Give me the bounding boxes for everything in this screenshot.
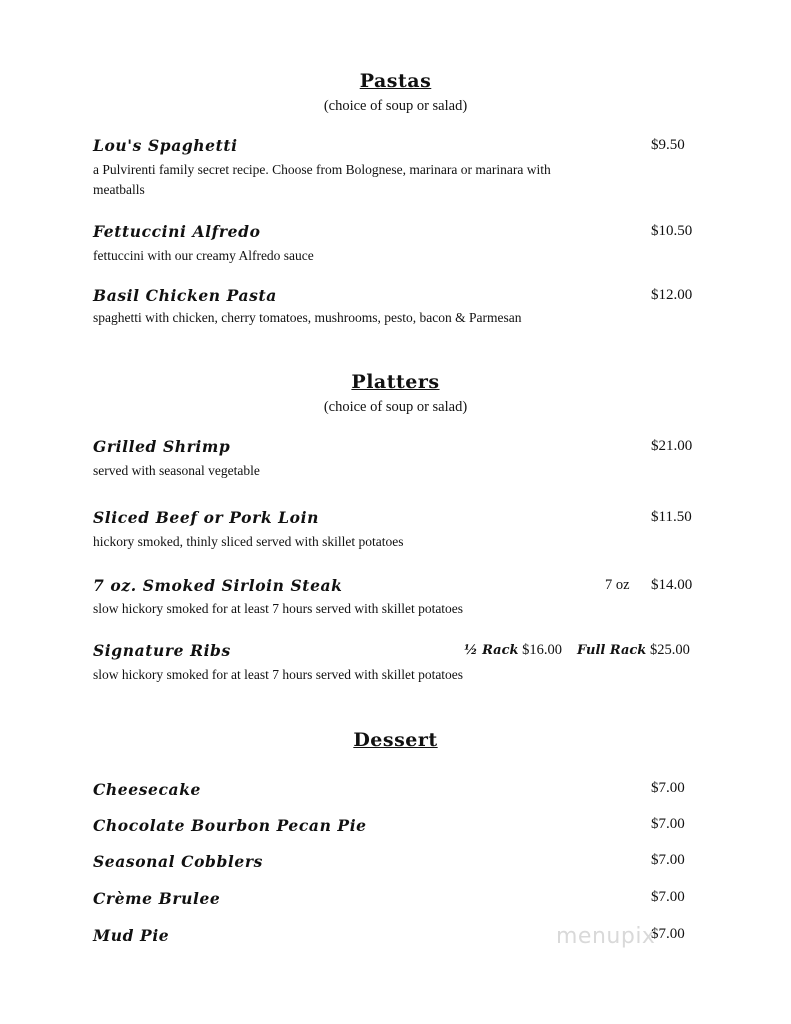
half-rack-label: ½ Rack <box>464 643 519 658</box>
item-description: slow hickory smoked for at least 7 hours served with skillet potatoes <box>93 601 464 616</box>
half-rack-price: $16.00 <box>522 642 563 658</box>
item-description: served with seasonal vegetable <box>93 463 260 478</box>
full-rack-price: $25.00 <box>649 642 690 658</box>
item-price: $9.50 <box>651 137 685 153</box>
item-name: Mud Pie <box>93 926 170 945</box>
dessert-heading: Dessert <box>353 729 438 751</box>
item-name: Chocolate Bourbon Pecan Pie <box>93 816 367 835</box>
menupix-watermark: menupix <box>556 924 656 949</box>
item-price: $10.50 <box>651 223 693 239</box>
item-name: 7 oz. Smoked Sirloin Steak <box>93 576 343 595</box>
item-price: $7.00 <box>651 889 685 905</box>
item-name: Cheesecake <box>93 780 201 799</box>
platters-heading: Platters <box>351 371 440 393</box>
item-price: $21.00 <box>651 438 693 454</box>
pastas-subtitle: (choice of soup or salad) <box>323 98 468 114</box>
full-rack-label: Full Rack <box>577 643 647 658</box>
item-description: slow hickory smoked for at least 7 hours served with skillet potatoes <box>93 667 464 682</box>
item-description: a Pulvirenti family secret recipe. Choose from Bolognese, marinara or marinara with meatballs <box>93 162 551 197</box>
item-price: $14.00 <box>651 577 693 593</box>
item-size: 7 oz <box>605 577 630 593</box>
item-name: Fettuccini Alfredo <box>93 222 261 241</box>
item-name: Lou's Spaghetti <box>93 136 238 155</box>
platters-subtitle: (choice of soup or salad) <box>323 399 468 415</box>
item-price: $7.00 <box>651 816 685 832</box>
item-price: $7.00 <box>651 852 685 868</box>
item-description: hickory smoked, thinly sliced served with skillet potatoes <box>93 534 404 549</box>
item-description: spaghetti with chicken, cherry tomatoes, mushrooms, pesto, bacon & Parmesan <box>93 310 522 325</box>
item-description: fettuccini with our creamy Alfredo sauce <box>93 248 314 263</box>
item-name: Seasonal Cobblers <box>93 852 263 871</box>
item-price: $11.50 <box>651 509 692 525</box>
half-rack-option <box>464 642 562 659</box>
item-name: Sliced Beef or Pork Loin <box>93 508 319 527</box>
full-rack-option <box>577 642 690 659</box>
item-price: $12.00 <box>651 287 693 303</box>
item-price: $7.00 <box>651 926 685 942</box>
item-name: Signature Ribs <box>93 641 231 660</box>
pastas-heading: Pastas <box>359 70 432 92</box>
item-name: Basil Chicken Pasta <box>93 286 277 305</box>
item-name: Crème Brulee <box>93 889 221 908</box>
item-name: Grilled Shrimp <box>93 437 231 456</box>
item-price: $7.00 <box>651 780 685 796</box>
